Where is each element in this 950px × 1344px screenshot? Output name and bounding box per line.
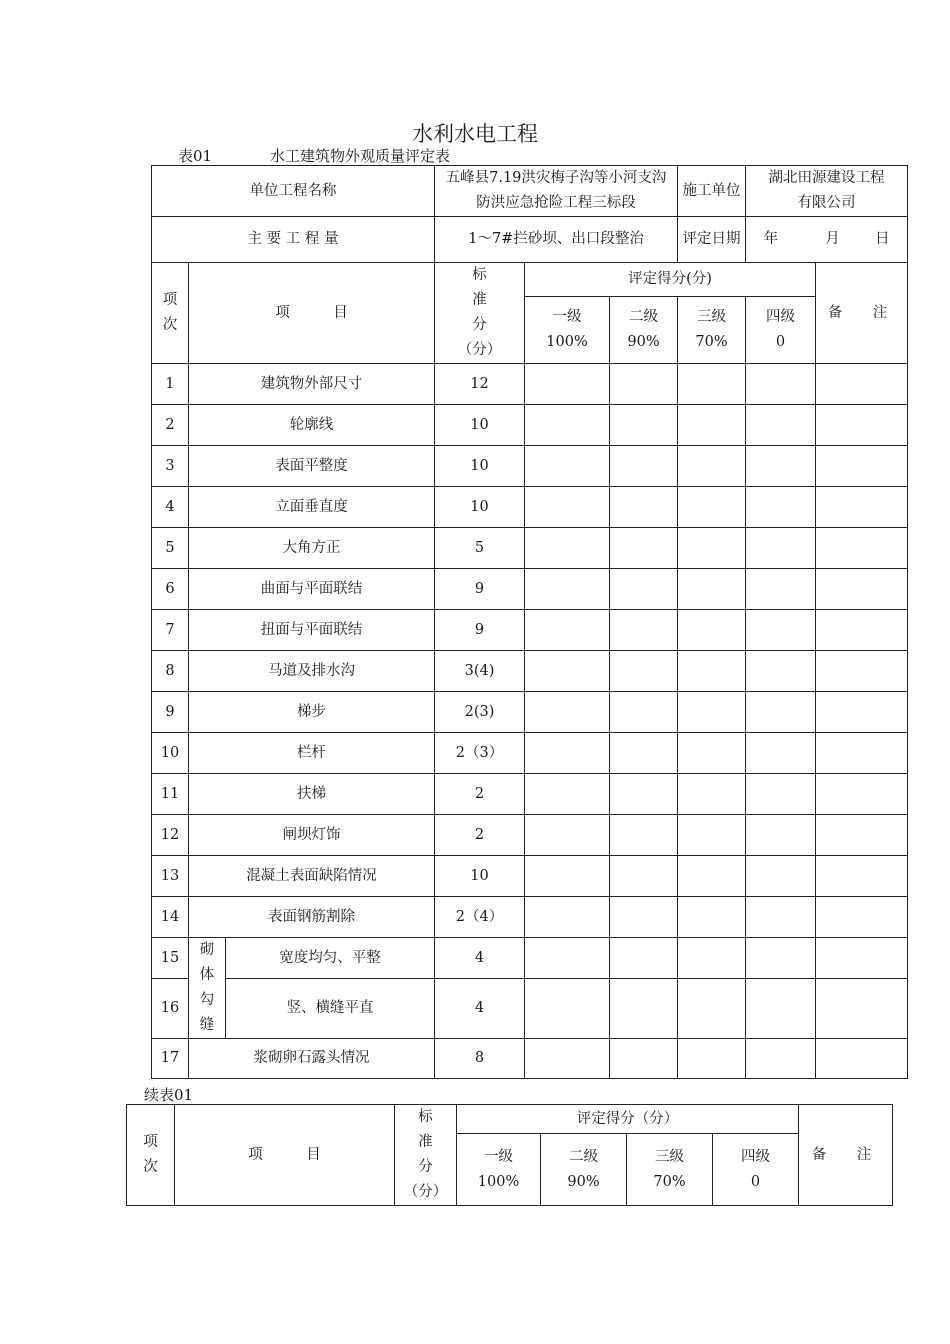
table-row xyxy=(152,979,908,1039)
row-number: 12 xyxy=(152,815,189,856)
row-number: 16 xyxy=(152,979,189,1039)
table-row xyxy=(152,364,908,405)
remark-cell[interactable] xyxy=(816,569,908,610)
row-item: 建筑物外部尺寸 xyxy=(189,364,435,405)
row-standard-score: 8 xyxy=(435,1039,525,1079)
row-standard-score: 3(4) xyxy=(435,651,525,692)
row-number: 13 xyxy=(152,856,189,897)
row-item: 表面钢筋割除 xyxy=(189,897,435,938)
row-standard-score: 9 xyxy=(435,569,525,610)
standard-score-header: 标 准 分 （分） xyxy=(435,263,525,364)
row-item: 扭面与平面联结 xyxy=(189,610,435,651)
table-row xyxy=(152,528,908,569)
row-standard-score: 4 xyxy=(435,979,525,1039)
row-number: 11 xyxy=(152,774,189,815)
grade-3-cell[interactable] xyxy=(678,897,746,938)
row-item: 曲面与平面联结 xyxy=(189,569,435,610)
grade-3-cell[interactable] xyxy=(678,651,746,692)
grade-3-cell[interactable] xyxy=(678,405,746,446)
grade-2-cell[interactable] xyxy=(610,610,678,651)
date-day: 日 xyxy=(875,231,890,247)
remark-cell[interactable] xyxy=(816,815,908,856)
remark-cell[interactable] xyxy=(816,610,908,651)
row-number: 17 xyxy=(152,1039,189,1079)
grade-4-cell[interactable] xyxy=(746,979,816,1039)
grade-4-cell[interactable] xyxy=(746,856,816,897)
row-standard-score: 2 xyxy=(435,774,525,815)
row-item: 竖、横缝平直 xyxy=(226,979,435,1039)
grade-2-cell[interactable] xyxy=(610,487,678,528)
grade-2-cell[interactable] xyxy=(610,815,678,856)
table-row xyxy=(152,856,908,897)
remark-cell[interactable] xyxy=(816,364,908,405)
grade-4-cell[interactable] xyxy=(746,364,816,405)
contractor-value: 湖北田源建设工程有限公司 xyxy=(746,166,908,217)
date-year: 年 xyxy=(763,231,779,247)
seq-header: 项 次 xyxy=(152,263,189,364)
seq-header: 项 次 xyxy=(127,1105,175,1206)
remark-cell[interactable] xyxy=(816,405,908,446)
grade-4-cell[interactable] xyxy=(746,528,816,569)
grade-1-cell[interactable] xyxy=(525,897,610,938)
grade-3-cell[interactable] xyxy=(678,610,746,651)
row-item: 扶梯 xyxy=(189,774,435,815)
grade-1-cell[interactable] xyxy=(525,856,610,897)
grade-3-cell[interactable] xyxy=(678,446,746,487)
row-standard-score: 10 xyxy=(435,446,525,487)
unit-name-value: 五峰县7.19洪灾梅子沟等小河支沟防洪应急抢险工程三标段 xyxy=(435,166,678,217)
row-number: 15 xyxy=(152,938,189,979)
table-title: 水工建筑物外观质量评定表 xyxy=(270,147,451,165)
contractor-label: 施工单位 xyxy=(678,166,746,217)
grade-2-cell[interactable] xyxy=(610,938,678,979)
row-number: 14 xyxy=(152,897,189,938)
main-quantity-value: 1～7#拦砂坝、出口段整治 xyxy=(435,217,678,263)
row-number: 1 xyxy=(152,364,189,405)
row-standard-score: 10 xyxy=(435,487,525,528)
grade-1-cell[interactable] xyxy=(525,364,610,405)
grade-2-cell[interactable] xyxy=(610,364,678,405)
remark-cell[interactable] xyxy=(816,1039,908,1079)
grade-4-cell[interactable] xyxy=(746,569,816,610)
remark-cell[interactable] xyxy=(816,897,908,938)
grade-2-cell[interactable] xyxy=(610,569,678,610)
grade-3-cell[interactable] xyxy=(678,774,746,815)
grade-1-header: 一级 100% xyxy=(525,296,610,363)
table-row xyxy=(152,651,908,692)
row-number: 6 xyxy=(152,569,189,610)
grade-4-cell[interactable] xyxy=(746,774,816,815)
remark-cell[interactable] xyxy=(816,487,908,528)
grade-1-cell[interactable] xyxy=(525,938,610,979)
grade-4-header: 四级 0 xyxy=(746,296,816,363)
grade-3-cell[interactable] xyxy=(678,692,746,733)
table-row xyxy=(152,733,908,774)
row-number: 9 xyxy=(152,692,189,733)
grade-3-cell[interactable] xyxy=(678,938,746,979)
row-number: 3 xyxy=(152,446,189,487)
remark-header: 备 注 xyxy=(816,263,908,364)
row-standard-score: 9 xyxy=(435,610,525,651)
grade-2-cell[interactable] xyxy=(610,651,678,692)
row-number: 8 xyxy=(152,651,189,692)
grade-1-header: 一级 100% xyxy=(457,1134,541,1206)
grade-3-header: 三级 70% xyxy=(627,1134,713,1206)
row-item: 梯步 xyxy=(189,692,435,733)
remark-cell[interactable] xyxy=(816,733,908,774)
row-standard-score: 2（4） xyxy=(435,897,525,938)
grade-1-cell[interactable] xyxy=(525,446,610,487)
assessment-date-label: 评定日期 xyxy=(678,217,746,263)
grade-3-cell[interactable] xyxy=(678,979,746,1039)
row-item: 大角方正 xyxy=(189,528,435,569)
grade-1-cell[interactable] xyxy=(525,733,610,774)
row-standard-score: 5 xyxy=(435,528,525,569)
grade-3-cell[interactable] xyxy=(678,1039,746,1079)
remark-cell[interactable] xyxy=(816,446,908,487)
grade-1-cell[interactable] xyxy=(525,610,610,651)
remark-cell[interactable] xyxy=(816,979,908,1039)
main-quantity-label: 主 要 工 程 量 xyxy=(152,217,435,263)
table-row xyxy=(152,774,908,815)
grade-3-cell[interactable] xyxy=(678,528,746,569)
table-row xyxy=(152,938,908,979)
grade-1-cell[interactable] xyxy=(525,1039,610,1079)
table-row xyxy=(152,692,908,733)
row-item: 闸坝灯饰 xyxy=(189,815,435,856)
quality-assessment-table xyxy=(151,165,908,1079)
grade-4-cell[interactable] xyxy=(746,815,816,856)
grade-2-cell[interactable] xyxy=(610,405,678,446)
grade-2-cell[interactable] xyxy=(610,692,678,733)
row-standard-score: 2 xyxy=(435,815,525,856)
grade-2-header: 二级 90% xyxy=(610,296,678,363)
item-header: 项 目 xyxy=(189,263,435,364)
row-number: 7 xyxy=(152,610,189,651)
grade-4-cell[interactable] xyxy=(746,446,816,487)
row-item: 栏杆 xyxy=(189,733,435,774)
table-row xyxy=(152,1039,908,1079)
document-title: 水利水电工程 xyxy=(412,122,538,146)
grade-1-cell[interactable] xyxy=(525,774,610,815)
row-number: 4 xyxy=(152,487,189,528)
grade-1-cell[interactable] xyxy=(525,651,610,692)
assessment-date-value xyxy=(746,217,908,263)
grade-1-cell[interactable] xyxy=(525,815,610,856)
row-number: 2 xyxy=(152,405,189,446)
remark-cell[interactable] xyxy=(816,651,908,692)
masonry-group-label: 砌 体 勾 缝 xyxy=(189,938,226,1039)
table-row xyxy=(152,405,908,446)
remark-cell[interactable] xyxy=(816,528,908,569)
grade-1-cell[interactable] xyxy=(525,569,610,610)
table-row xyxy=(152,569,908,610)
grade-3-cell[interactable] xyxy=(678,856,746,897)
grade-1-cell[interactable] xyxy=(525,979,610,1039)
table-row xyxy=(152,897,908,938)
row-standard-score: 2(3) xyxy=(435,692,525,733)
score-group-header: 评定得分（分） xyxy=(457,1105,799,1134)
row-item: 混凝土表面缺陷情况 xyxy=(189,856,435,897)
grade-4-cell[interactable] xyxy=(746,1039,816,1079)
remark-cell[interactable] xyxy=(816,856,908,897)
row-item: 立面垂直度 xyxy=(189,487,435,528)
continued-table-label: 续表01 xyxy=(144,1086,194,1104)
grade-4-cell[interactable] xyxy=(746,651,816,692)
row-standard-score: 12 xyxy=(435,364,525,405)
grade-1-cell[interactable] xyxy=(525,405,610,446)
item-header: 项 目 xyxy=(175,1105,395,1206)
standard-score-header: 标 准 分 （分） xyxy=(395,1105,457,1206)
table-row xyxy=(152,815,908,856)
grade-4-cell[interactable] xyxy=(746,610,816,651)
row-standard-score: 10 xyxy=(435,405,525,446)
remark-cell[interactable] xyxy=(816,938,908,979)
grade-3-cell[interactable] xyxy=(678,364,746,405)
grade-4-cell[interactable] xyxy=(746,487,816,528)
row-number: 10 xyxy=(152,733,189,774)
grade-3-header: 三级 70% xyxy=(678,296,746,363)
grade-3-cell[interactable] xyxy=(678,733,746,774)
row-item: 宽度均匀、平整 xyxy=(226,938,435,979)
table-number: 表01 xyxy=(178,147,213,165)
row-item: 轮廓线 xyxy=(189,405,435,446)
row-number: 5 xyxy=(152,528,189,569)
row-item: 表面平整度 xyxy=(189,446,435,487)
grade-2-cell[interactable] xyxy=(610,979,678,1039)
remark-cell[interactable] xyxy=(816,692,908,733)
grade-2-cell[interactable] xyxy=(610,856,678,897)
row-standard-score: 10 xyxy=(435,856,525,897)
remark-cell[interactable] xyxy=(816,774,908,815)
grade-3-cell[interactable] xyxy=(678,569,746,610)
continued-table xyxy=(126,1104,893,1206)
grade-2-cell[interactable] xyxy=(610,446,678,487)
grade-2-cell[interactable] xyxy=(610,774,678,815)
grade-2-cell[interactable] xyxy=(610,528,678,569)
grade-1-cell[interactable] xyxy=(525,487,610,528)
grade-4-cell[interactable] xyxy=(746,692,816,733)
grade-4-header: 四级 0 xyxy=(713,1134,799,1206)
grade-2-cell[interactable] xyxy=(610,733,678,774)
grade-2-cell[interactable] xyxy=(610,1039,678,1079)
grade-2-cell[interactable] xyxy=(610,897,678,938)
remark-header: 备 注 xyxy=(799,1105,893,1206)
date-month: 月 xyxy=(825,231,840,247)
table-row xyxy=(152,487,908,528)
table-row xyxy=(152,610,908,651)
grade-1-cell[interactable] xyxy=(525,692,610,733)
unit-name-label: 单位工程名称 xyxy=(152,166,435,217)
grade-2-header: 二级 90% xyxy=(541,1134,627,1206)
row-item: 浆砌卵石露头情况 xyxy=(189,1039,435,1079)
grade-4-cell[interactable] xyxy=(746,405,816,446)
row-item: 马道及排水沟 xyxy=(189,651,435,692)
grade-4-cell[interactable] xyxy=(746,897,816,938)
grade-3-cell[interactable] xyxy=(678,487,746,528)
row-standard-score: 2（3） xyxy=(435,733,525,774)
table-row xyxy=(152,446,908,487)
row-standard-score: 4 xyxy=(435,938,525,979)
grade-4-cell[interactable] xyxy=(746,938,816,979)
score-group-header: 评定得分(分) xyxy=(525,263,816,297)
grade-3-cell[interactable] xyxy=(678,815,746,856)
grade-1-cell[interactable] xyxy=(525,528,610,569)
grade-4-cell[interactable] xyxy=(746,733,816,774)
